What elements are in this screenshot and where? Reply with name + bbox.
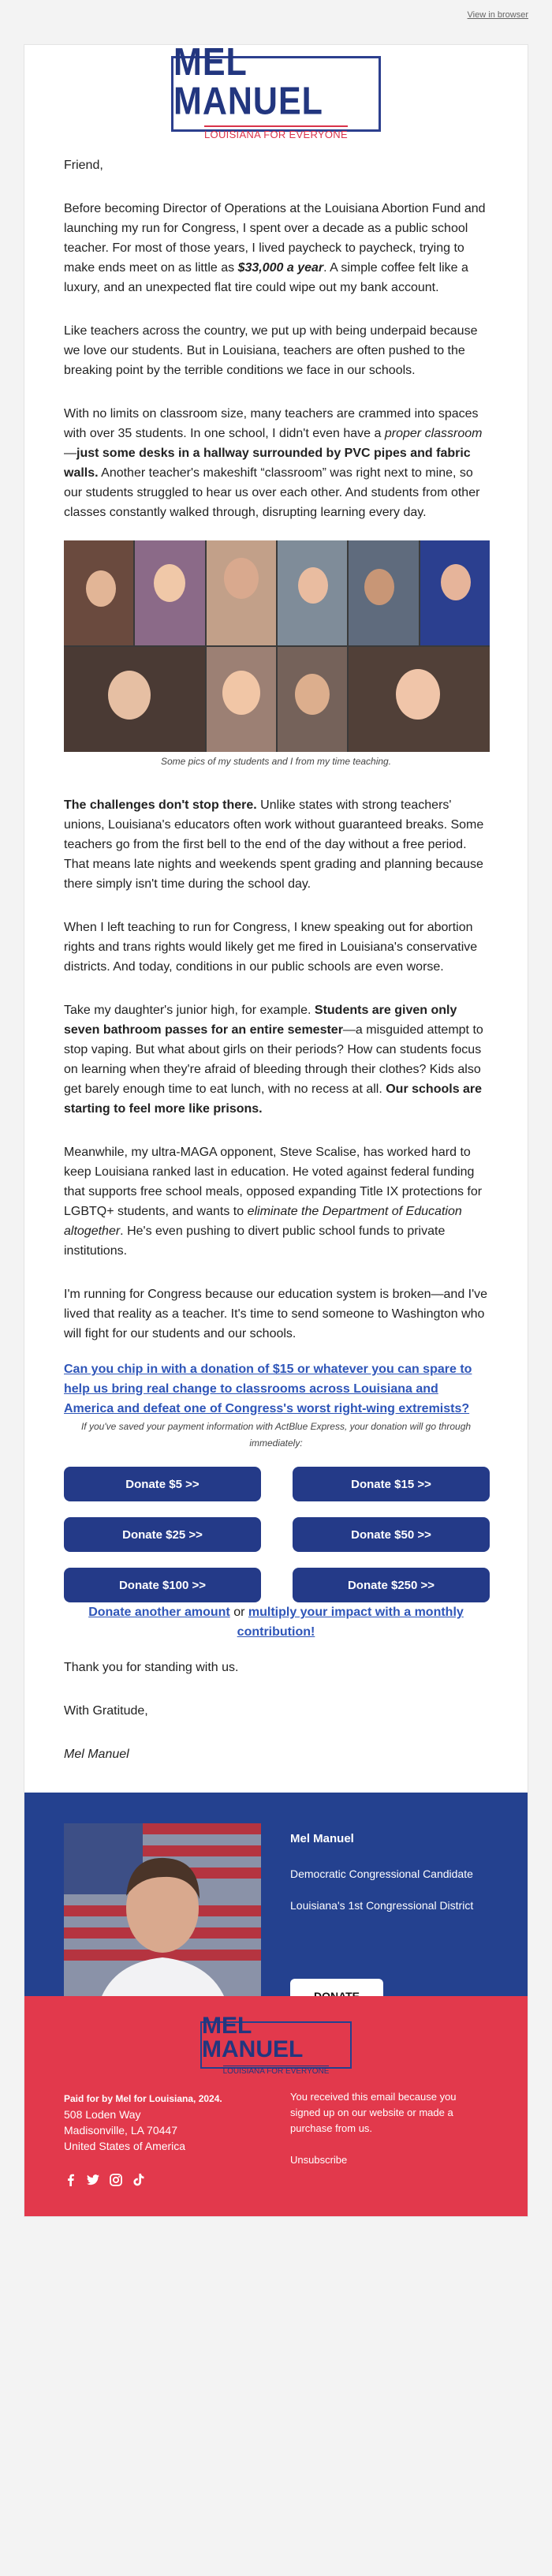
paragraph-8: I'm running for Congress because our education system is broken—and I've lived that reality as a teacher. It's time to send someone to Washington who will fight for our students and our schools.	[64, 1288, 488, 1340]
address-country: United States of America	[64, 2140, 186, 2152]
social-links	[64, 2174, 145, 2186]
footer-address	[64, 2091, 222, 2154]
photo-caption: Some pics of my students and I from my time teaching.	[160, 756, 392, 767]
footer-logo-tagline: LOUISIANA FOR EVERYONE	[222, 2067, 330, 2076]
footer	[24, 1996, 528, 2216]
candidate-info	[290, 1832, 473, 1912]
footer-logo-name: MEL MANUEL	[202, 2013, 304, 2062]
candidate-signature-block	[24, 1793, 528, 1996]
footer-notice	[290, 2089, 487, 2168]
cta-donation-link[interactable]: Can you chip in with a donation of $15 or whatever you can spare to help us bring real change to classrooms across Louisiana and America and defeat one of Congress's worst right-wing extremists?	[64, 1363, 472, 1415]
candidate-role: Democratic Congressional Candidate	[290, 1868, 473, 1880]
thanks-line: Thank you for standing with us.	[64, 1661, 239, 1674]
donate-button-grid	[64, 1467, 488, 1602]
address-line-1: 508 Loden Way	[64, 2108, 141, 2121]
paragraph-1: Before becoming Director of Operations at the Louisiana Abortion Fund and launching my run for Congress, I spent over a decade as a public school teacher. For most of those years, I lived paycheck to paycheck, trying to make ends meet on as little as $33,000 a year. A simple coffee felt like a luxury, and an unexpected flat tire could wipe out my bank account.	[64, 202, 486, 294]
tiktok-icon[interactable]	[132, 2174, 145, 2186]
unsubscribe-link[interactable]: Unsubscribe	[290, 2154, 348, 2166]
view-in-browser-link[interactable]: View in browser	[467, 10, 528, 20]
footer-logo	[200, 2013, 352, 2076]
cta-paragraph	[64, 1359, 488, 1419]
logo-name: MEL MANUEL	[173, 39, 323, 123]
alternate-donate-links: Donate another amount or multiply your impact with a monthly contribution!	[88, 1606, 464, 1639]
classroom-photo-collage	[64, 540, 490, 752]
paid-for-by: Paid for by Mel for Louisiana, 2024.	[64, 2093, 222, 2104]
subscription-reason: You received this email because you signed up on our website or made a purchase from us.	[290, 2091, 457, 2134]
donate-250-button[interactable]: Donate $250 >>	[293, 1568, 490, 1602]
monthly-contribution-link[interactable]: multiply your impact with a monthly contribution!	[237, 1606, 464, 1639]
donate-25-button[interactable]: Donate $25 >>	[64, 1517, 261, 1552]
header-logo-wrap	[24, 39, 528, 140]
paragraph-4: The challenges don't stop there. Unlike states with strong teachers' unions, Louisiana's educators often work without guaranteed breaks. Some teachers go from the first bell to the end of the day without a free period. That means late nights and weekends spent grading and planning because there simply isn't time during the school day.	[64, 798, 484, 891]
candidate-name: Mel Manuel	[290, 1832, 354, 1845]
instagram-icon[interactable]	[110, 2174, 122, 2186]
greeting: Friend,	[64, 159, 103, 172]
donate-5-button[interactable]: Donate $5 >>	[64, 1467, 261, 1501]
paragraph-7: Meanwhile, my ultra-MAGA opponent, Steve Scalise, has worked hard to keep Louisiana ranked last in education. He voted against federal funding that supports free school meals, opposed expanding Title IX protections for LGBTQ+ students, and wants to eliminate the Department of Education altogether. He's even pushing to divert public school funds to private institutions.	[64, 1146, 483, 1258]
donate-50-button[interactable]: Donate $50 >>	[293, 1517, 490, 1552]
donate-15-button[interactable]: Donate $15 >>	[293, 1467, 490, 1501]
donate-other-amount-link[interactable]: Donate another amount	[88, 1606, 230, 1619]
paragraph-6: Take my daughter's junior high, for example. Students are given only seven bathroom passes for an entire semester—a misguided attempt to stop vaping. But what about girls on their periods? How can students focus on learning when they're afraid of bleeding through their clothes? Kids also get barely enough time to eat lunch, with no recess at all. Our schools are starting to feel more like prisons.	[64, 1004, 483, 1116]
candidate-district: Louisiana's 1st Congressional District	[290, 1899, 474, 1912]
actblue-express-note: If you've saved your payment information with ActBlue Express, your donation will go through immediately:	[80, 1421, 472, 1449]
address-line-2: Madisonville, LA 70447	[64, 2124, 177, 2137]
paragraph-2: Like teachers across the country, we put up with being underpaid because we love our students. But in Louisiana, teachers are often pushed to the breaking point by the terrible conditions we face in our schools.	[64, 324, 478, 377]
paragraph-3: With no limits on classroom size, many teachers are crammed into spaces with over 35 students. In one school, I didn't even have a proper classroom—just some desks in a hallway surrounded by PVC pipes and fabric walls. Another teacher's makeshift “classroom” was right next to mine, so our students struggled to hear us over each other. And students from other classes constantly walked through, disrupting learning every day.	[64, 407, 483, 519]
twitter-icon[interactable]	[87, 2174, 99, 2186]
campaign-logo	[171, 39, 381, 140]
top-bar	[0, 0, 552, 30]
facebook-icon[interactable]	[64, 2174, 76, 2186]
signature-name: Mel Manuel	[64, 1748, 129, 1761]
closing-line: With Gratitude,	[64, 1704, 148, 1718]
email-body	[24, 155, 528, 1764]
email-card	[24, 39, 528, 2217]
paragraph-5: When I left teaching to run for Congress, I knew speaking out for abortion rights and trans rights would likely get me fired in Louisiana's conservative districts. And today, conditions in our public schools are even worse.	[64, 921, 478, 974]
donate-100-button[interactable]: Donate $100 >>	[64, 1568, 261, 1602]
candidate-photo	[64, 1823, 261, 2019]
logo-tagline: LOUISIANA FOR EVERYONE	[204, 125, 348, 140]
